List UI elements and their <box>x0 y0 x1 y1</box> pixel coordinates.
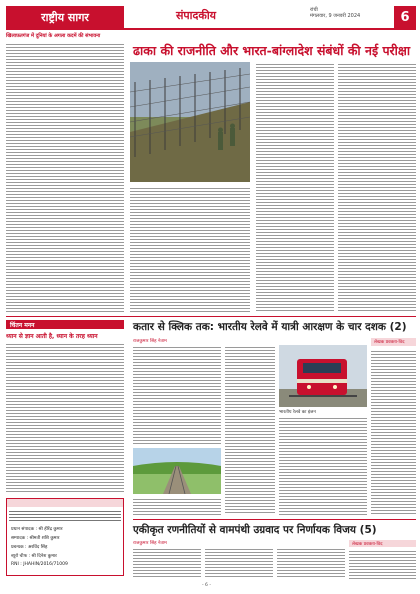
railway-side-header: लेखक प्रवक्ता-विद <box>371 338 416 346</box>
bottom-body-3 <box>277 547 345 579</box>
bottom-byline: राजकुमार सिंह नेताम <box>133 541 167 546</box>
track-image <box>133 448 221 494</box>
railway-body-3 <box>279 416 367 515</box>
train-engine-photo <box>279 345 367 407</box>
date-line: मंगलवार, 9 जनवरी 2024 <box>310 13 361 19</box>
imprint-intro <box>9 509 121 523</box>
city-line: रांची <box>310 7 318 13</box>
railway-byline: राजकुमार सिंह नेताम <box>133 339 167 344</box>
engine-caption: भारतीय रेलवे का इंजन <box>279 410 316 415</box>
top-kicker: खिलाफ़तगंज में दुनियां के अगला कदमें की संभावना <box>6 33 101 39</box>
imprint-row: प्रबन्धक : अरविंद सिंह <box>11 545 48 550</box>
bottom-body-1 <box>133 547 201 579</box>
left-column-text <box>6 42 124 312</box>
railway-body-1 <box>133 345 221 445</box>
border-fence-photo <box>130 62 250 182</box>
newspaper-logo: राष्ट्रीय सागर <box>6 6 124 28</box>
top-article-body-1 <box>130 186 250 312</box>
imprint-row: प्रधान संपादक : श्री हीरेंद्र कुमार <box>11 527 63 532</box>
railway-body-2 <box>225 345 275 515</box>
bottom-body-2 <box>205 547 273 579</box>
railway-headline: कतार से क्लिक तक: भारतीय रेलवे में यात्री आरक्षण के चार दशक (2) <box>133 321 407 333</box>
bottom-headline: एकीकृत रणनीतियों से वामपंथी उग्रवाद पर निर्णायक विजय (5) <box>133 524 377 536</box>
masthead <box>6 6 416 30</box>
engine-image <box>279 345 367 407</box>
top-headline: ढाका की राजनीति और भारत-बांग्लादेश संबंधों की नई परीक्षा <box>133 43 411 58</box>
chintan-body <box>6 342 124 492</box>
railway-track-photo <box>133 448 221 494</box>
divider-1 <box>6 316 416 317</box>
imprint-row: सम्पादक : श्रीमती शशि कुमार <box>11 536 60 541</box>
railway-body-4 <box>371 349 416 515</box>
imprint-rows <box>11 526 68 571</box>
bottom-body-4 <box>349 549 416 579</box>
railway-photo-caption-text <box>133 497 221 515</box>
bottom-side-header: लेखक प्रवक्ता-विद <box>349 540 416 547</box>
page-footer-marker: - 6 - <box>202 583 211 588</box>
section-title: संपादकीय <box>176 9 217 22</box>
imprint-box <box>6 498 124 576</box>
divider-2 <box>133 519 416 520</box>
imprint-row: ब्यूरो चीफ : श्री दिनेश कुमार <box>11 554 57 559</box>
imprint-row: RNI : JHAHIN/2016/71009 <box>11 562 68 567</box>
chintan-title: ध्यान से ज्ञान आती है, ध्यान के तरह ध्यान <box>6 333 98 340</box>
top-article-right-top <box>256 62 416 130</box>
imprint-header <box>7 499 123 507</box>
date-block <box>310 7 360 19</box>
page-number: 6 <box>394 6 416 28</box>
chintan-header: चिंतन मनन <box>6 320 124 329</box>
fence-image <box>130 62 250 182</box>
